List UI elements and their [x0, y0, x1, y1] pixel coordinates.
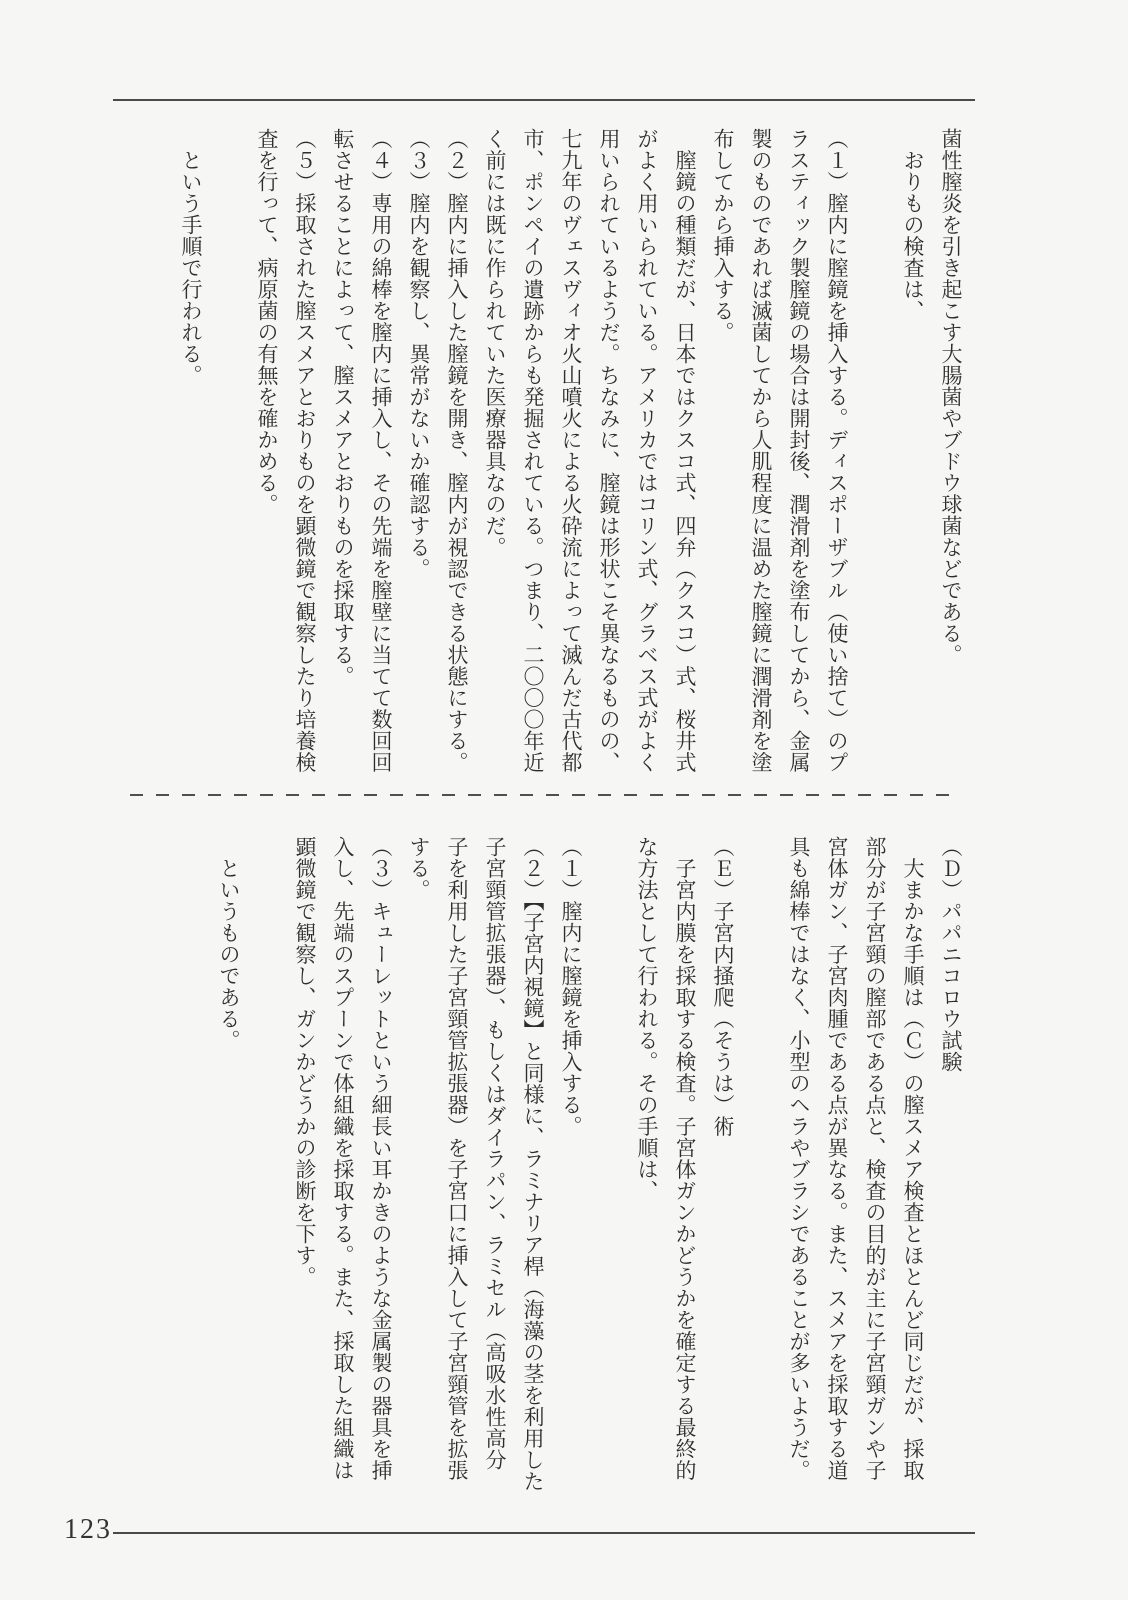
blank-column	[589, 836, 627, 1536]
blank-column	[741, 836, 779, 1536]
blank-column	[855, 128, 893, 810]
text-column: 布してから挿入する。	[711, 128, 734, 343]
text-column: 菌性膣炎を引き起こす大腸菌やブドウ球菌などである。	[939, 128, 962, 666]
text-column: （Ｅ）子宮内掻爬（そうは）術	[711, 836, 734, 1137]
text-column: 大まかな手順は（Ｃ）の膣スメア検査とほとんど同じだが、採取	[901, 836, 924, 1481]
text-column: （１）膣内に膣鏡を挿入する。ディスポーザブル（使い捨て）のプ	[825, 128, 848, 773]
bottom-rule	[113, 1532, 975, 1534]
text-column: 部分が子宮頸の膣部である点と、検査の目的が主に子宮頸ガンや子	[863, 836, 886, 1481]
blank-column	[247, 836, 285, 1536]
text-column: 査を行って、病原菌の有無を確かめる。	[255, 128, 278, 515]
text-column: （５）採取された膣スメアとおりものを顕微鏡で観察したり培養検	[293, 128, 316, 773]
text-column: （１）膣内に膣鏡を挿入する。	[559, 836, 582, 1137]
text-column: というものである。	[217, 836, 240, 1051]
text-column: がよく用いられている。アメリカではコリン式、グラベス式がよく	[635, 128, 658, 773]
text-column: く前には既に作られていた医療器具なのだ。	[483, 128, 506, 558]
text-column: 膣鏡の種類だが、日本ではクスコ式、四弁（クスコ）式、桜井式	[673, 128, 696, 773]
text-column: 七九年のヴェスヴィオ火山噴火による火砕流によって滅んだ古代都	[559, 128, 582, 773]
bottom-text-block	[209, 836, 969, 1536]
text-column: 転させることによって、膣スメアとおりものを採取する。	[331, 128, 354, 687]
text-column: な方法として行われる。その手順は、	[635, 836, 658, 1202]
text-column: する。	[407, 836, 430, 901]
text-column: （Ｄ）パパニコロウ試験	[939, 836, 962, 1073]
text-column: 入し、先端のスプーンで体組織を採取する。また、採取した組織は	[331, 836, 354, 1481]
text-column: 子宮頸管拡張器）、もしくはダイラパン、ラミセル（高吸水性高分	[483, 836, 506, 1471]
text-column: 子宮内膜を採取する検査。子宮体ガンかどうかを確定する最終的	[673, 836, 696, 1481]
text-column: 宮体ガン、子宮肉腫である点が異なる。また、スメアを採取する道	[825, 836, 848, 1481]
text-column: （４）専用の綿棒を膣内に挿入し、その先端を膣壁に当てて数回回	[369, 128, 392, 773]
text-column: （２）膣内に挿入した膣鏡を開き、膣内が視認できる状態にする。	[445, 128, 468, 773]
text-column: 用いられているようだ。ちなみに、膣鏡は形状こそ異なるものの、	[597, 128, 620, 773]
dashed-section-divider	[130, 794, 955, 796]
text-column: という手順で行われる。	[179, 128, 202, 386]
page-number: 123	[64, 1514, 112, 1545]
text-column: （２）【子宮内視鏡】と同様に、ラミナリア桿（海藻の茎を利用した	[521, 836, 544, 1492]
text-column: おりもの検査は、	[901, 128, 924, 322]
top-rule	[113, 99, 975, 101]
text-column: 顕微鏡で観察し、ガンかどうかの診断を下す。	[293, 836, 316, 1288]
blank-column	[209, 128, 247, 810]
text-column: （３）キューレットという細長い耳かきのような金属製の器具を挿	[369, 836, 392, 1481]
top-text-block	[171, 128, 969, 810]
text-column: 製のものであれば滅菌してから人肌程度に温めた膣鏡に潤滑剤を塗	[749, 128, 772, 773]
text-column: 市、ポンペイの遺跡からも発掘されている。つまり、二〇〇〇年近	[521, 128, 544, 773]
text-column: 子を利用した子宮頸管拡張器）を子宮口に挿入して子宮頸管を拡張	[445, 836, 468, 1481]
text-column: ラスティック製膣鏡の場合は開封後、潤滑剤を塗布してから、金属	[787, 128, 810, 773]
text-column: （３）膣内を観察し、異常がないか確認する。	[407, 128, 430, 580]
text-column: 具も綿棒ではなく、小型のヘラやブラシであることが多いようだ。	[787, 836, 810, 1481]
